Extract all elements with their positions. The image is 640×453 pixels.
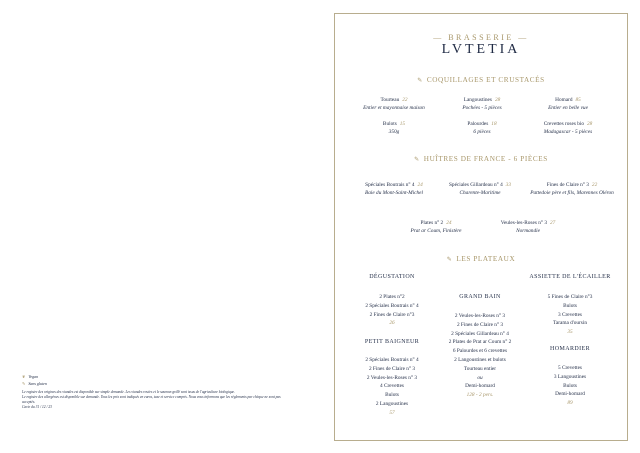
item-plates: Plates n° 2 24 Prat ar Coum, Finistère	[410, 220, 462, 234]
plateau-petit-baigneur-title: PETIT BAIGNEUR	[364, 339, 420, 345]
item-tourteau: Tourteau 22 Entier et mayonnaise maison	[363, 97, 425, 111]
item-fines-de-claire: Fines de Claire n° 3 22 Pattedoie père et fils, Marennes Oléron	[530, 182, 614, 196]
note-origins: Le registre des origines des viandes est disponible sur simple demande. Les viandes rosées et le saumon grillé sont issus de l'agriculture biologique.	[22, 390, 236, 394]
brand-logo: LVTETIA	[441, 42, 521, 57]
plateau-assiette-price: 35	[567, 329, 573, 336]
plateau-grand-bain-price: 128 - 2 pers.	[466, 392, 494, 399]
plateau-degustation-price: 26	[389, 320, 395, 327]
section-huitres-title: ✎ HUÎTRES DE FRANCE - 6 PIÈCES	[414, 155, 548, 163]
brand-subtitle: — BRASSERIE —	[433, 33, 529, 42]
plateau-homardier-title: HOMARDIER	[550, 346, 590, 352]
plateau-petit-baigneur-list: 2 Spéciales Boutrais n° 4 2 Fines de Claire n° 3 2 Veules-les-Roses n° 3 4 Crevettes Bulots 2 Langoustines 57	[342, 356, 442, 418]
item-veules-les-roses: Veules-les-Roses n° 3 27 Normandie	[500, 220, 556, 234]
plateau-degustation-list: 2 Plates n°2 2 Spéciales Boutrais n° 4 2 Fines de Claire n°3 26	[342, 293, 442, 328]
plateau-petit-baigneur-price: 57	[389, 409, 395, 416]
item-langoustines: Langoustines 28 Pochées - 5 pièces	[462, 97, 502, 111]
item-bulots: Bulots 15 350g	[382, 121, 406, 135]
leaf-icon: ✎	[417, 78, 423, 84]
plateau-homardier-list: 5 Crevettes 3 Langoustines Bulots Demi-homard 89	[516, 364, 624, 408]
note-date: Carte du 31 / 12 / 23	[22, 405, 52, 409]
plateau-grand-bain-title: GRAND BAIN	[459, 294, 501, 300]
section-coquillages-title: ✎ COQUILLAGES ET CRUSTACÉS	[417, 76, 545, 84]
note-allergens: Le registre des allergènes est disponible sur demande. Tous les prix sont indiqués en euros, taxe et service compris. Nous vous informons que les règlements par chèque ne sont pas acceptés.	[22, 395, 281, 404]
plateau-grand-bain-list: 2 Veules-les-Roses n° 3 2 Fines de Claire n° 3 2 Spéciales Gillardeau n° 4 2 Plates de Prat ar Coum n° 2 6 Palourdes et 6 crevettes 2 Langoustines et bulots Tourteau entier ou Demi-homard 128 - 2 pers.	[430, 312, 530, 400]
plateau-assiette-title: ASSIETTE DE L'ÉCAILLER	[529, 274, 611, 280]
item-palourdes: Palourdes 18 6 pièces	[467, 121, 497, 135]
wheat-icon: ✎	[22, 381, 26, 386]
legend-gluten-free: ✎ Sans gluten	[22, 381, 47, 386]
leaf-icon: ❦	[22, 374, 26, 379]
item-speciales-boutrais: Spéciales Boutrais n° 4 24 Baie du Mont-Saint-Michel	[365, 182, 423, 196]
plateau-degustation-title: DÉGUSTATION	[369, 274, 415, 280]
item-speciales-gillardeau: Spéciales Gillardeau n° 4 33 Charente-Maritime	[448, 182, 512, 196]
plateau-assiette-list: 5 Fines de Claire n°3 Bulots 3 Crevettes Tarama d'oursin 35	[516, 293, 624, 337]
item-homard: Homard 85 Entier en belle vue	[548, 97, 588, 111]
item-crevettes: Crevettes roses bio 28 Madagascar - 5 pièces	[543, 121, 593, 135]
section-plateaux-title: ✎ LES PLATEAUX	[446, 255, 516, 263]
plateau-homardier-price: 89	[567, 400, 573, 407]
leaf-icon: ✎	[414, 157, 420, 163]
legend-notes	[22, 390, 292, 410]
leaf-icon: ✎	[446, 257, 453, 263]
legend-vegan: ❦ Vegan	[22, 374, 39, 379]
